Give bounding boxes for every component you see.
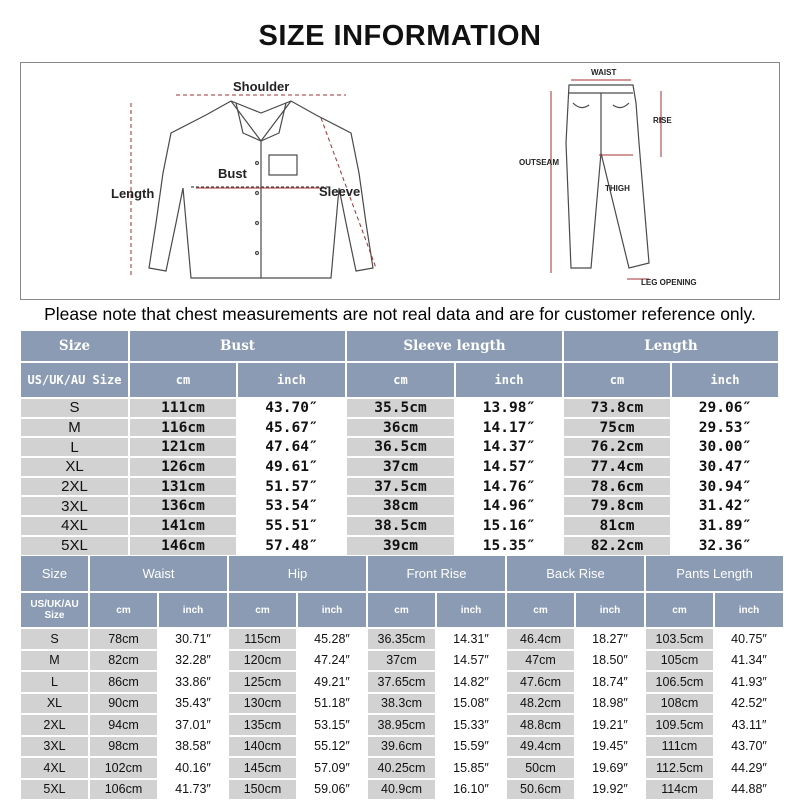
inch-value-cell: 32.28″ bbox=[159, 651, 227, 671]
table-row bbox=[21, 758, 783, 778]
inch-value-cell: 53.15″ bbox=[298, 715, 366, 735]
cm-value-cell: 98cm bbox=[90, 737, 157, 757]
inch-value-cell: 15.33″ bbox=[437, 715, 505, 735]
cm-value-cell: 111cm bbox=[646, 737, 713, 757]
cm-value-cell: 49.4cm bbox=[507, 737, 574, 757]
top-table-body bbox=[21, 399, 778, 555]
table-row bbox=[21, 651, 783, 671]
cm-value-cell: 38.5cm bbox=[347, 517, 454, 535]
table-row bbox=[21, 497, 778, 515]
table-row bbox=[21, 737, 783, 757]
size-diagram-panel bbox=[20, 62, 780, 300]
cm-value-cell: 82.2cm bbox=[564, 537, 670, 555]
waist-header: Waist bbox=[90, 556, 227, 591]
inch-header: inch bbox=[715, 593, 783, 627]
cm-value-cell: 47cm bbox=[507, 651, 574, 671]
table-row bbox=[21, 517, 778, 535]
cm-value-cell: 36cm bbox=[347, 419, 454, 437]
inch-value-cell: 49.61″ bbox=[238, 458, 345, 476]
size-cell: XL bbox=[21, 458, 128, 476]
inch-value-cell: 32.36″ bbox=[672, 537, 778, 555]
cm-value-cell: 50cm bbox=[507, 758, 574, 778]
cm-header: cm bbox=[564, 363, 670, 397]
cm-value-cell: 75cm bbox=[564, 419, 670, 437]
front-rise-header: Front Rise bbox=[368, 556, 505, 591]
inch-value-cell: 31.89″ bbox=[672, 517, 778, 535]
size-cell: 5XL bbox=[21, 537, 128, 555]
inch-value-cell: 37.01″ bbox=[159, 715, 227, 735]
page-title: SIZE INFORMATION bbox=[258, 20, 542, 52]
sleeve-length-header: Sleeve length bbox=[347, 331, 562, 361]
inch-value-cell: 57.09″ bbox=[298, 758, 366, 778]
inch-value-cell: 18.74″ bbox=[576, 672, 644, 692]
inch-value-cell: 14.82″ bbox=[437, 672, 505, 692]
cm-header: cm bbox=[646, 593, 713, 627]
cm-value-cell: 73.8cm bbox=[564, 399, 670, 417]
cm-value-cell: 36.5cm bbox=[347, 438, 454, 456]
cm-value-cell: 146cm bbox=[130, 537, 236, 555]
cm-value-cell: 37cm bbox=[368, 651, 435, 671]
size-cell: L bbox=[21, 672, 88, 692]
inch-value-cell: 49.21″ bbox=[298, 672, 366, 692]
size-header: Size bbox=[21, 331, 128, 361]
cm-value-cell: 125cm bbox=[229, 672, 296, 692]
inch-value-cell: 42.52″ bbox=[715, 694, 783, 714]
inch-value-cell: 51.18″ bbox=[298, 694, 366, 714]
cm-value-cell: 131cm bbox=[130, 478, 236, 496]
table-row bbox=[21, 694, 783, 714]
cm-value-cell: 102cm bbox=[90, 758, 157, 778]
cm-header: cm bbox=[507, 593, 574, 627]
inch-value-cell: 29.53″ bbox=[672, 419, 778, 437]
cm-value-cell: 77.4cm bbox=[564, 458, 670, 476]
inch-value-cell: 19.21″ bbox=[576, 715, 644, 735]
size-cell: 2XL bbox=[21, 478, 128, 496]
table-row bbox=[21, 780, 783, 800]
cm-value-cell: 94cm bbox=[90, 715, 157, 735]
inch-header: inch bbox=[672, 363, 778, 397]
shoulder-label: Shoulder bbox=[233, 79, 290, 94]
size-cell: XL bbox=[21, 694, 88, 714]
cm-value-cell: 38.3cm bbox=[368, 694, 435, 714]
inch-value-cell: 14.57″ bbox=[456, 458, 562, 476]
table-row bbox=[21, 715, 783, 735]
inch-value-cell: 14.76″ bbox=[456, 478, 562, 496]
cm-value-cell: 108cm bbox=[646, 694, 713, 714]
cm-value-cell: 86cm bbox=[90, 672, 157, 692]
cm-value-cell: 39cm bbox=[347, 537, 454, 555]
cm-value-cell: 40.9cm bbox=[368, 780, 435, 800]
cm-value-cell: 48.2cm bbox=[507, 694, 574, 714]
size-system-header: US/UK/AU Size bbox=[21, 363, 128, 397]
inch-value-cell: 30.00″ bbox=[672, 438, 778, 456]
inch-value-cell: 43.11″ bbox=[715, 715, 783, 735]
inch-value-cell: 57.48″ bbox=[238, 537, 345, 555]
inch-value-cell: 13.98″ bbox=[456, 399, 562, 417]
inch-value-cell: 53.54″ bbox=[238, 497, 345, 515]
inch-value-cell: 15.85″ bbox=[437, 758, 505, 778]
size-cell: 4XL bbox=[21, 517, 128, 535]
cm-value-cell: 103.5cm bbox=[646, 629, 713, 649]
cm-header: cm bbox=[229, 593, 296, 627]
top-size-table bbox=[19, 329, 780, 557]
waist-label: WAIST bbox=[591, 68, 617, 77]
cm-header: cm bbox=[368, 593, 435, 627]
cm-value-cell: 115cm bbox=[229, 629, 296, 649]
sleeve-label: Sleeve bbox=[319, 184, 361, 199]
inch-value-cell: 44.29″ bbox=[715, 758, 783, 778]
cm-value-cell: 106.5cm bbox=[646, 672, 713, 692]
inch-value-cell: 29.06″ bbox=[672, 399, 778, 417]
inch-value-cell: 15.08″ bbox=[437, 694, 505, 714]
cm-value-cell: 105cm bbox=[646, 651, 713, 671]
size-cell: 2XL bbox=[21, 715, 88, 735]
bottom-size-table bbox=[19, 554, 785, 801]
table-row bbox=[21, 478, 778, 496]
cm-value-cell: 38cm bbox=[347, 497, 454, 515]
leg-opening-label: LEG OPENING bbox=[641, 278, 697, 287]
cm-header: cm bbox=[130, 363, 236, 397]
rise-label: RISE bbox=[653, 116, 672, 125]
size-cell: 5XL bbox=[21, 780, 88, 800]
inch-header: inch bbox=[437, 593, 505, 627]
length-header: Length bbox=[564, 331, 778, 361]
table-row bbox=[21, 458, 778, 476]
inch-value-cell: 31.42″ bbox=[672, 497, 778, 515]
bust-header: Bust bbox=[130, 331, 345, 361]
cm-value-cell: 106cm bbox=[90, 780, 157, 800]
inch-value-cell: 14.17″ bbox=[456, 419, 562, 437]
inch-value-cell: 18.98″ bbox=[576, 694, 644, 714]
cm-value-cell: 136cm bbox=[130, 497, 236, 515]
inch-value-cell: 41.73″ bbox=[159, 780, 227, 800]
inch-value-cell: 45.67″ bbox=[238, 419, 345, 437]
table-row bbox=[21, 537, 778, 555]
inch-value-cell: 41.34″ bbox=[715, 651, 783, 671]
cm-value-cell: 90cm bbox=[90, 694, 157, 714]
cm-value-cell: 126cm bbox=[130, 458, 236, 476]
cm-value-cell: 116cm bbox=[130, 419, 236, 437]
cm-value-cell: 47.6cm bbox=[507, 672, 574, 692]
inch-value-cell: 16.10″ bbox=[437, 780, 505, 800]
inch-value-cell: 19.69″ bbox=[576, 758, 644, 778]
cm-value-cell: 78.6cm bbox=[564, 478, 670, 496]
table-row bbox=[21, 438, 778, 456]
inch-value-cell: 44.88″ bbox=[715, 780, 783, 800]
cm-value-cell: 135cm bbox=[229, 715, 296, 735]
cm-value-cell: 37.65cm bbox=[368, 672, 435, 692]
cm-value-cell: 48.8cm bbox=[507, 715, 574, 735]
inch-value-cell: 59.06″ bbox=[298, 780, 366, 800]
cm-value-cell: 121cm bbox=[130, 438, 236, 456]
inch-value-cell: 45.28″ bbox=[298, 629, 366, 649]
inch-value-cell: 15.59″ bbox=[437, 737, 505, 757]
size-cell: M bbox=[21, 419, 128, 437]
outseam-label: OUTSEAM bbox=[519, 158, 559, 167]
inch-value-cell: 35.43″ bbox=[159, 694, 227, 714]
inch-value-cell: 51.57″ bbox=[238, 478, 345, 496]
cm-value-cell: 130cm bbox=[229, 694, 296, 714]
inch-value-cell: 30.71″ bbox=[159, 629, 227, 649]
size-cell: M bbox=[21, 651, 88, 671]
cm-value-cell: 39.6cm bbox=[368, 737, 435, 757]
inch-header: inch bbox=[298, 593, 366, 627]
inch-header: inch bbox=[238, 363, 345, 397]
cm-header: cm bbox=[90, 593, 157, 627]
inch-value-cell: 18.27″ bbox=[576, 629, 644, 649]
inch-header: inch bbox=[159, 593, 227, 627]
inch-value-cell: 15.35″ bbox=[456, 537, 562, 555]
inch-value-cell: 14.37″ bbox=[456, 438, 562, 456]
cm-value-cell: 140cm bbox=[229, 737, 296, 757]
inch-value-cell: 43.70″ bbox=[715, 737, 783, 757]
cm-value-cell: 114cm bbox=[646, 780, 713, 800]
cm-value-cell: 78cm bbox=[90, 629, 157, 649]
size-cell: 3XL bbox=[21, 737, 88, 757]
inch-value-cell: 14.57″ bbox=[437, 651, 505, 671]
size-cell: L bbox=[21, 438, 128, 456]
inch-value-cell: 47.24″ bbox=[298, 651, 366, 671]
hip-header: Hip bbox=[229, 556, 366, 591]
size-cell: 3XL bbox=[21, 497, 128, 515]
inch-header: inch bbox=[456, 363, 562, 397]
cm-value-cell: 82cm bbox=[90, 651, 157, 671]
size-cell: S bbox=[21, 399, 128, 417]
cm-value-cell: 141cm bbox=[130, 517, 236, 535]
inch-value-cell: 18.50″ bbox=[576, 651, 644, 671]
inch-header: inch bbox=[576, 593, 644, 627]
size-cell: 4XL bbox=[21, 758, 88, 778]
cm-value-cell: 37.5cm bbox=[347, 478, 454, 496]
inch-value-cell: 41.93″ bbox=[715, 672, 783, 692]
cm-value-cell: 145cm bbox=[229, 758, 296, 778]
cm-value-cell: 46.4cm bbox=[507, 629, 574, 649]
inch-value-cell: 40.75″ bbox=[715, 629, 783, 649]
inch-value-cell: 14.31″ bbox=[437, 629, 505, 649]
cm-value-cell: 76.2cm bbox=[564, 438, 670, 456]
bust-label: Bust bbox=[218, 166, 247, 181]
thigh-label: THIGH bbox=[605, 184, 630, 193]
cm-value-cell: 38.95cm bbox=[368, 715, 435, 735]
cm-value-cell: 40.25cm bbox=[368, 758, 435, 778]
cm-value-cell: 35.5cm bbox=[347, 399, 454, 417]
cm-value-cell: 50.6cm bbox=[507, 780, 574, 800]
cm-value-cell: 109.5cm bbox=[646, 715, 713, 735]
garment-diagram bbox=[21, 63, 779, 299]
length-label: Length bbox=[111, 186, 155, 201]
cm-value-cell: 36.35cm bbox=[368, 629, 435, 649]
table-row bbox=[21, 672, 783, 692]
cm-header: cm bbox=[347, 363, 454, 397]
cm-value-cell: 81cm bbox=[564, 517, 670, 535]
pants-length-header: Pants Length bbox=[646, 556, 783, 591]
inch-value-cell: 38.58″ bbox=[159, 737, 227, 757]
table-row bbox=[21, 399, 778, 417]
pants-illustration bbox=[566, 85, 649, 268]
disclaimer-note: Please note that chest measurements are not real data and are for customer reference only. bbox=[44, 304, 756, 324]
cm-value-cell: 150cm bbox=[229, 780, 296, 800]
cm-value-cell: 120cm bbox=[229, 651, 296, 671]
inch-value-cell: 55.51″ bbox=[238, 517, 345, 535]
inch-value-cell: 47.64″ bbox=[238, 438, 345, 456]
back-rise-header: Back Rise bbox=[507, 556, 644, 591]
inch-value-cell: 19.45″ bbox=[576, 737, 644, 757]
cm-value-cell: 111cm bbox=[130, 399, 236, 417]
inch-value-cell: 15.16″ bbox=[456, 517, 562, 535]
inch-value-cell: 40.16″ bbox=[159, 758, 227, 778]
table-row bbox=[21, 419, 778, 437]
inch-value-cell: 55.12″ bbox=[298, 737, 366, 757]
inch-value-cell: 30.47″ bbox=[672, 458, 778, 476]
cm-value-cell: 112.5cm bbox=[646, 758, 713, 778]
inch-value-cell: 14.96″ bbox=[456, 497, 562, 515]
inch-value-cell: 33.86″ bbox=[159, 672, 227, 692]
inch-value-cell: 19.92″ bbox=[576, 780, 644, 800]
bottom-table-body bbox=[21, 629, 783, 799]
table-row bbox=[21, 629, 783, 649]
size-cell: S bbox=[21, 629, 88, 649]
inch-value-cell: 30.94″ bbox=[672, 478, 778, 496]
inch-value-cell: 43.70″ bbox=[238, 399, 345, 417]
cm-value-cell: 37cm bbox=[347, 458, 454, 476]
size-system-header: US/UK/AU Size bbox=[21, 593, 88, 627]
cm-value-cell: 79.8cm bbox=[564, 497, 670, 515]
size-header: Size bbox=[21, 556, 88, 591]
